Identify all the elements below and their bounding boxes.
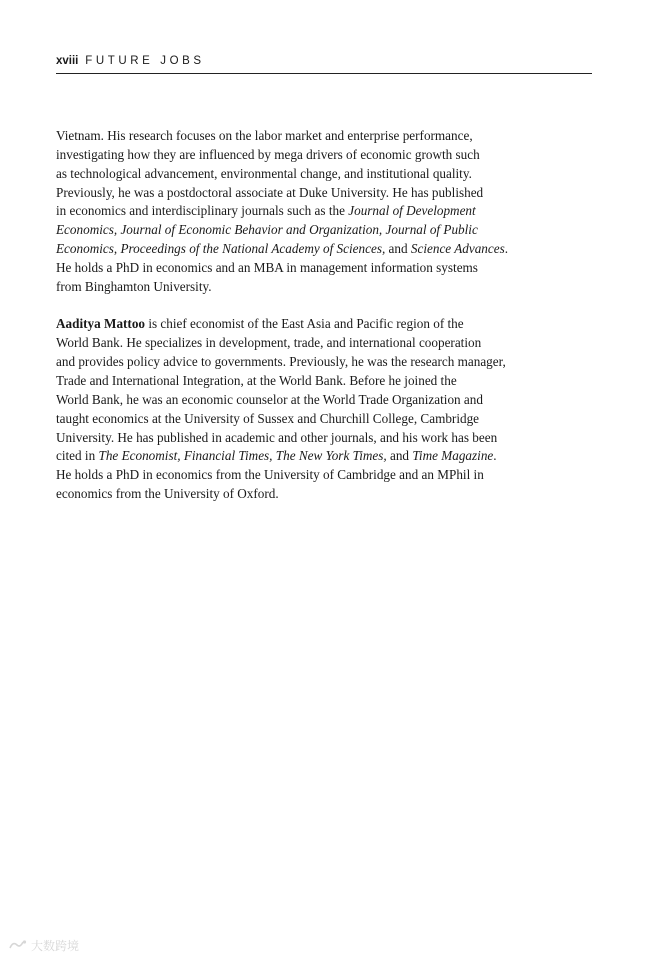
text-run: cited in	[56, 448, 99, 464]
text-run: .	[493, 448, 497, 464]
running-head	[56, 54, 592, 72]
italic-title: Time Magazine	[412, 448, 494, 464]
text-line	[56, 315, 546, 334]
page-number: xviii	[56, 55, 79, 67]
text-run: and provides policy advice to governments. Previously, he was the research manager,	[56, 354, 506, 370]
italic-title: Journal of Development	[348, 203, 476, 219]
header-rule	[56, 73, 592, 74]
text-line	[56, 184, 546, 203]
text-run: taught economics at the University of Sussex and Churchill College, Cambridge	[56, 410, 480, 426]
text-run: .	[504, 241, 509, 257]
text-line	[56, 240, 546, 259]
text-line	[56, 429, 546, 448]
italic-title: Science Advances	[410, 241, 505, 257]
paragraph	[56, 127, 546, 297]
text-run: Previously, he was a postdoctoral associate at Duke University. He has published	[56, 184, 484, 200]
watermark-logo-icon	[8, 939, 28, 951]
text-run: and	[386, 448, 413, 464]
text-run: University. He has published in academic and other journals, and his work has been	[56, 429, 498, 445]
text-run: World Bank, he was an economic counselor at the World Trade Organization and	[56, 391, 483, 407]
text-run: Vietnam. His research focuses on the labor market and enterprise performance,	[56, 128, 473, 143]
text-line	[56, 165, 546, 184]
running-title: FUTURE JOBS	[85, 55, 205, 67]
text-line	[56, 221, 546, 240]
text-run: and	[385, 241, 411, 257]
text-line	[56, 410, 546, 429]
watermark	[8, 936, 79, 954]
italic-title: Economics, Journal of Economic Behavior and Organization, Journal of Public	[56, 222, 478, 238]
watermark-text: 大数跨境	[31, 938, 80, 953]
paragraph	[56, 315, 546, 503]
text-run: from Binghamton University.	[56, 278, 212, 294]
italic-title: Economics	[56, 241, 114, 257]
text-run: is chief economist of the East Asia and Pacific region of the	[145, 316, 464, 332]
text-run: He holds a PhD in economics and an MBA in management information systems	[56, 259, 478, 275]
person-name: Aaditya Mattoo	[56, 316, 146, 332]
text-line	[56, 146, 546, 165]
text-run: He holds a PhD in economics from the University of Cambridge and an MPhil in	[56, 467, 484, 483]
italic-title: Proceedings of the National Academy of Sciences,	[120, 241, 386, 257]
text-line	[56, 278, 546, 297]
body-text	[56, 127, 546, 504]
italic-title: The Economist, Financial Times, The New York Times,	[98, 448, 387, 464]
text-run: Trade and International Integration, at the World Bank. Before he joined the	[56, 372, 457, 388]
text-run: investigating how they are influenced by mega drivers of economic growth such	[56, 146, 480, 162]
text-run: as technological advancement, environmental change, and institutional quality.	[56, 165, 472, 181]
text-line	[56, 259, 546, 278]
text-line	[56, 353, 546, 372]
text-run: ,	[113, 241, 121, 257]
text-line	[56, 127, 546, 146]
text-line	[56, 334, 546, 353]
text-line	[56, 372, 546, 391]
text-run: in economics and interdisciplinary journals such as the	[56, 203, 349, 219]
text-line	[56, 391, 546, 410]
text-line	[56, 447, 546, 466]
text-run: economics from the University of Oxford.	[56, 486, 279, 502]
text-line	[56, 485, 546, 504]
text-line	[56, 466, 546, 485]
text-run: World Bank. He specializes in development, trade, and international cooperation	[56, 335, 482, 351]
text-line	[56, 202, 546, 221]
